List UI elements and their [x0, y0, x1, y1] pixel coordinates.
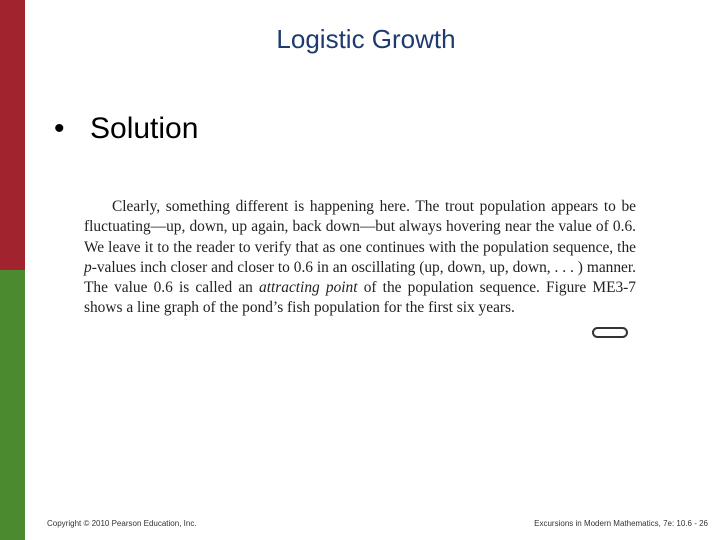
excerpt-paragraph — [84, 197, 636, 319]
footer-reference: Excursions in Modern Mathematics, 7e: 10.6 - 26 — [534, 519, 708, 528]
bullet-item — [54, 112, 198, 146]
excerpt-variable: p — [84, 258, 92, 276]
bullet-icon: • — [54, 112, 65, 145]
scan-mark — [592, 327, 628, 338]
excerpt-emphasis: attracting point — [259, 279, 358, 297]
left-accent-bar-green — [0, 270, 25, 540]
footer-copyright: Copyright © 2010 Pearson Education, Inc. — [47, 519, 197, 528]
textbook-excerpt — [84, 197, 636, 319]
excerpt-text-1: Clearly, something different is happening here. The trout population appears to be fluctuating—up, down, up again, back down—but always hovering near the value of 0.6. We leave it to the reader to verify that as one continues with the population sequence, the — [84, 198, 636, 256]
excerpt-text-2: -values inch closer and closer to 0.6 in an oscillating (up, down, up, down, . . . ) manner. The value 0.6 is called an — [84, 258, 636, 297]
slide-title: Logistic Growth — [276, 24, 456, 54]
excerpt-text-3: of the population sequence. Figure ME3-7 shows a line graph of the pond’s fish population for the first six years. — [84, 279, 636, 317]
bullet-label: Solution — [90, 112, 199, 145]
